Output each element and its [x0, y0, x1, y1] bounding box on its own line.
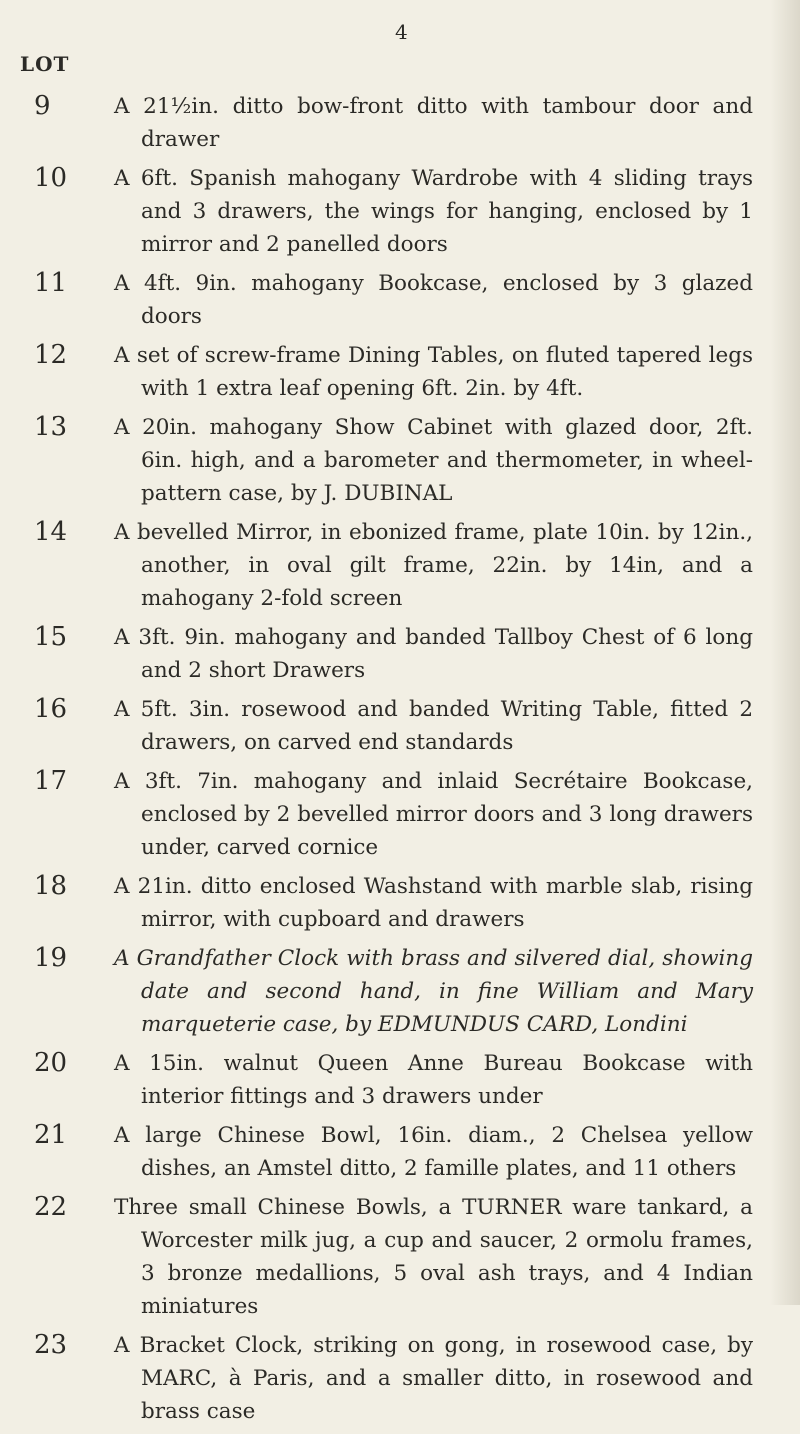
- lot-entry: [0, 693, 800, 759]
- lot-entry: [0, 765, 800, 864]
- page-number: 4: [395, 20, 408, 44]
- lot-number: 21: [34, 1120, 68, 1150]
- lot-number: 22: [34, 1192, 68, 1222]
- page-edge-shadow: [770, 0, 800, 1305]
- lot-description: A 21½in. ditto bow-front ditto with tambour door and drawer: [114, 94, 753, 152]
- lot-description: A 6ft. Spanish mahogany Wardrobe with 4 sliding trays and 3 drawers, the wings for hanging, enclosed by 1 mirror and 2 panelled doors: [114, 166, 753, 257]
- lot-entry: [0, 1329, 800, 1428]
- lot-number: 13: [34, 412, 68, 442]
- lot-number: 15: [34, 622, 68, 652]
- lot-description: A Grandfather Clock with brass and silvered dial, showing date and second hand, in fine William and Mary marqueterie case, by EDMUNDUS CARD, Londini: [114, 946, 753, 1037]
- lot-number: 9: [34, 91, 51, 121]
- lot-entry: [0, 621, 800, 687]
- lot-description: A 3ft. 9in. mahogany and banded Tallboy Chest of 6 long and 2 short Drawers: [114, 625, 753, 683]
- lot-number: 17: [34, 766, 68, 796]
- lot-description: A bevelled Mirror, in ebonized frame, plate 10in. by 12in., another, in oval gilt frame, 22in. by 14in, and a mahogany 2-fold screen: [114, 520, 753, 611]
- lot-number: 12: [34, 340, 68, 370]
- lot-description: A 21in. ditto enclosed Washstand with marble slab, rising mirror, with cupboard and drawers: [114, 874, 753, 932]
- lot-number: 23: [34, 1330, 68, 1360]
- lot-entry: [0, 411, 800, 510]
- lot-description: A 15in. walnut Queen Anne Bureau Bookcase with interior fittings and 3 drawers under: [114, 1051, 753, 1109]
- lot-entry: [0, 516, 800, 615]
- lot-list: [0, 90, 800, 1434]
- lot-entry: [0, 162, 800, 261]
- lot-description: A 20in. mahogany Show Cabinet with glazed door, 2ft. 6in. high, and a barometer and thermometer, in wheel-pattern case, by J. DUBINAL: [114, 415, 753, 506]
- lot-column-header: LOT: [20, 52, 70, 76]
- lot-description: A 3ft. 7in. mahogany and inlaid Secrétaire Bookcase, enclosed by 2 bevelled mirror doors and 3 long drawers under, carved cornice: [114, 769, 753, 860]
- lot-description: A 5ft. 3in. rosewood and banded Writing Table, fitted 2 drawers, on carved end standards: [114, 697, 753, 755]
- lot-number: 18: [34, 871, 68, 901]
- lot-entry: [0, 942, 800, 1041]
- lot-number: 11: [34, 268, 68, 298]
- lot-description: A set of screw-frame Dining Tables, on fluted tapered legs with 1 extra leaf opening 6ft. 2in. by 4ft.: [114, 343, 753, 401]
- lot-entry: [0, 1119, 800, 1185]
- lot-number: 16: [34, 694, 68, 724]
- lot-description: A 4ft. 9in. mahogany Bookcase, enclosed by 3 glazed doors: [114, 271, 753, 329]
- lot-entry: [0, 1047, 800, 1113]
- lot-description: Three small Chinese Bowls, a TURNER ware tankard, a Worcester milk jug, a cup and saucer, 2 ormolu frames, 3 bronze medallions, 5 oval ash trays, and 4 Indian miniatures: [114, 1195, 753, 1319]
- lot-number: 14: [34, 517, 68, 547]
- lot-entry: [0, 90, 800, 156]
- lot-number: 10: [34, 163, 68, 193]
- lot-entry: [0, 1191, 800, 1323]
- lot-number: 19: [34, 943, 68, 973]
- lot-entry: [0, 267, 800, 333]
- lot-description: A Bracket Clock, striking on gong, in rosewood case, by MARC, à Paris, and a smaller ditto, in rosewood and brass case: [114, 1333, 753, 1424]
- lot-number: 20: [34, 1048, 68, 1078]
- lot-description: A large Chinese Bowl, 16in. diam., 2 Chelsea yellow dishes, an Amstel ditto, 2 famille plates, and 11 others: [114, 1123, 753, 1181]
- lot-entry: [0, 339, 800, 405]
- lot-entry: [0, 870, 800, 936]
